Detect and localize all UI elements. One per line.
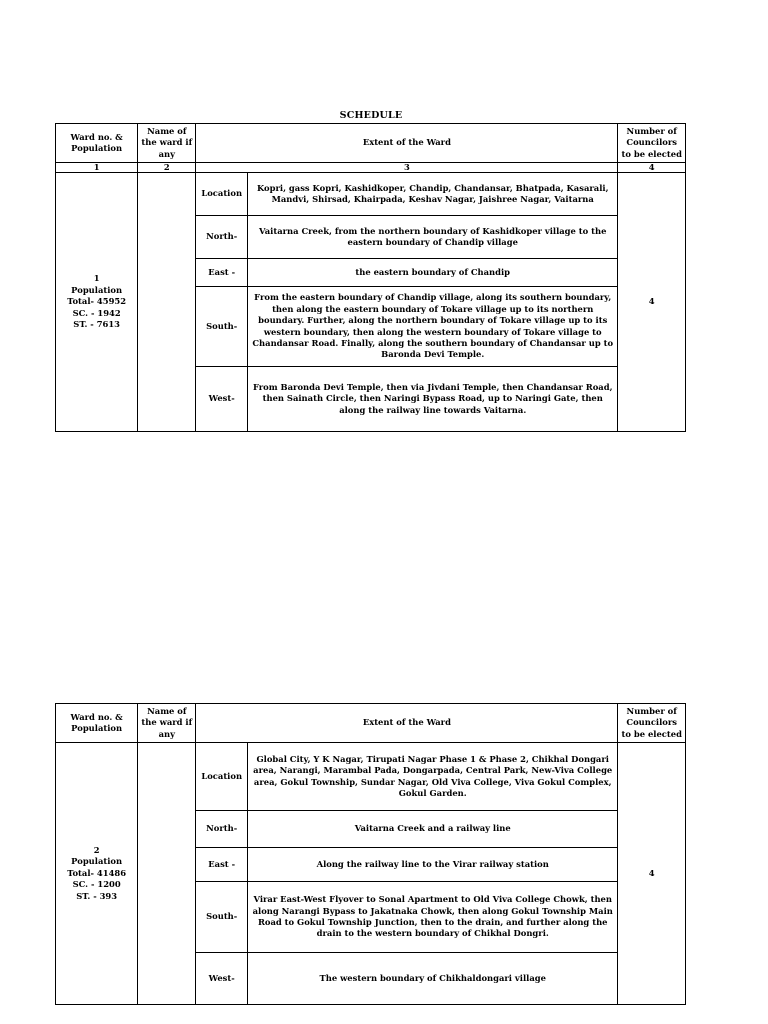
extent-text: Vaitarna Creek, from the northern boundary of Kashidkoper village to the eastern boundary of Chandip village [248,216,618,259]
councilors-count: 4 [618,743,686,1005]
councilors-count: 4 [618,173,686,432]
extent-text: Global City, Y K Nagar, Tirupati Nagar Phase 1 & Phase 2, Chikhal Dongari area, Narangi, Marambal Pada, Dongarpada, Central Park, New-Viva College area, Gokul Township, Sundar Nagar, Old Viva College, Viva Gokul Complex, Gokul Garden. [248,743,618,811]
ward-number: 2 [93,844,100,855]
extent-label: Location [196,743,248,811]
extent-text: The western boundary of Chikhaldongari village [248,953,618,1005]
header-name: Name of the ward if any [138,704,196,743]
column-number-row [56,163,686,173]
header-ward-no: Ward no. & Population [56,704,138,743]
extent-text: the eastern boundary of Chandip [248,259,618,287]
extent-label: East - [196,259,248,287]
column-number: 1 [56,163,138,173]
extent-text: Along the railway line to the Virar railway station [248,848,618,882]
ward-name-cell [138,173,196,432]
population-st: ST. - 393 [76,890,118,901]
column-number: 4 [618,163,686,173]
extent-text: Virar East-West Flyover to Sonal Apartment to Old Viva College Chowk, then along Narangi Bypass to Jakatnaka Chowk, then along Gokul Township Main Road to Gokul Township Junction, then to the drain, and further along the drain to the western boundary of Chikhal Dongri. [248,882,618,953]
population-label: Population [71,284,123,295]
header-extent: Extent of the Ward [196,704,618,743]
header-councilors: Number of Councilors to be elected [618,124,686,163]
population-label: Population [71,856,123,867]
extent-row-location [56,743,686,811]
header-row [56,704,686,743]
population-sc: SC. - 1942 [72,307,121,318]
header-name: Name of the ward if any [138,124,196,163]
extent-label: Location [196,173,248,216]
column-number: 3 [196,163,618,173]
ward-number: 1 [93,273,100,284]
header-councilors: Number of Councilors to be elected [618,704,686,743]
extent-row-location [56,173,686,216]
ward-population-cell [56,743,138,1005]
ward-table-2 [55,703,686,1005]
population-total: Total- 45952 [67,296,127,307]
extent-text: Vaitarna Creek and a railway line [248,811,618,848]
extent-text: From Baronda Devi Temple, then via Jivdani Temple, then Chandansar Road, then Sainath Circle, then Naringi Bypass Road, up to Naringi Gate, then along the railway line towards Vaitarna. [248,367,618,432]
ward-table-1 [55,123,686,432]
extent-label: South- [196,287,248,367]
header-extent: Extent of the Ward [196,124,618,163]
extent-label: North- [196,216,248,259]
extent-label: South- [196,882,248,953]
ward-name-cell [138,743,196,1005]
extent-label: East - [196,848,248,882]
population-st: ST. - 7613 [73,319,121,330]
ward-population-cell [56,173,138,432]
page-title: SCHEDULE [339,110,403,121]
extent-label: West- [196,953,248,1005]
header-row [56,124,686,163]
extent-text: Kopri, gass Kopri, Kashidkoper, Chandip, Chandansar, Bhatpada, Kasarali, Mandvi, Shirsad, Khairpada, Keshav Nagar, Jaishree Nagar, Vaitarna [248,173,618,216]
extent-label: West- [196,367,248,432]
extent-label: North- [196,811,248,848]
population-sc: SC. - 1200 [72,879,121,890]
column-number: 2 [138,163,196,173]
population-total: Total- 41486 [67,867,127,878]
header-ward-no: Ward no. & Population [56,124,138,163]
extent-text: From the eastern boundary of Chandip village, along its southern boundary, then along the eastern boundary of Tokare village up to its northern boundary. Further, along the northern boundary of Tokare village up to its western boundary, then along the western boundary of Tokare village to Chandansar Road. Finally, along the southern boundary of Chandansar up to Baronda Devi Temple. [248,287,618,367]
